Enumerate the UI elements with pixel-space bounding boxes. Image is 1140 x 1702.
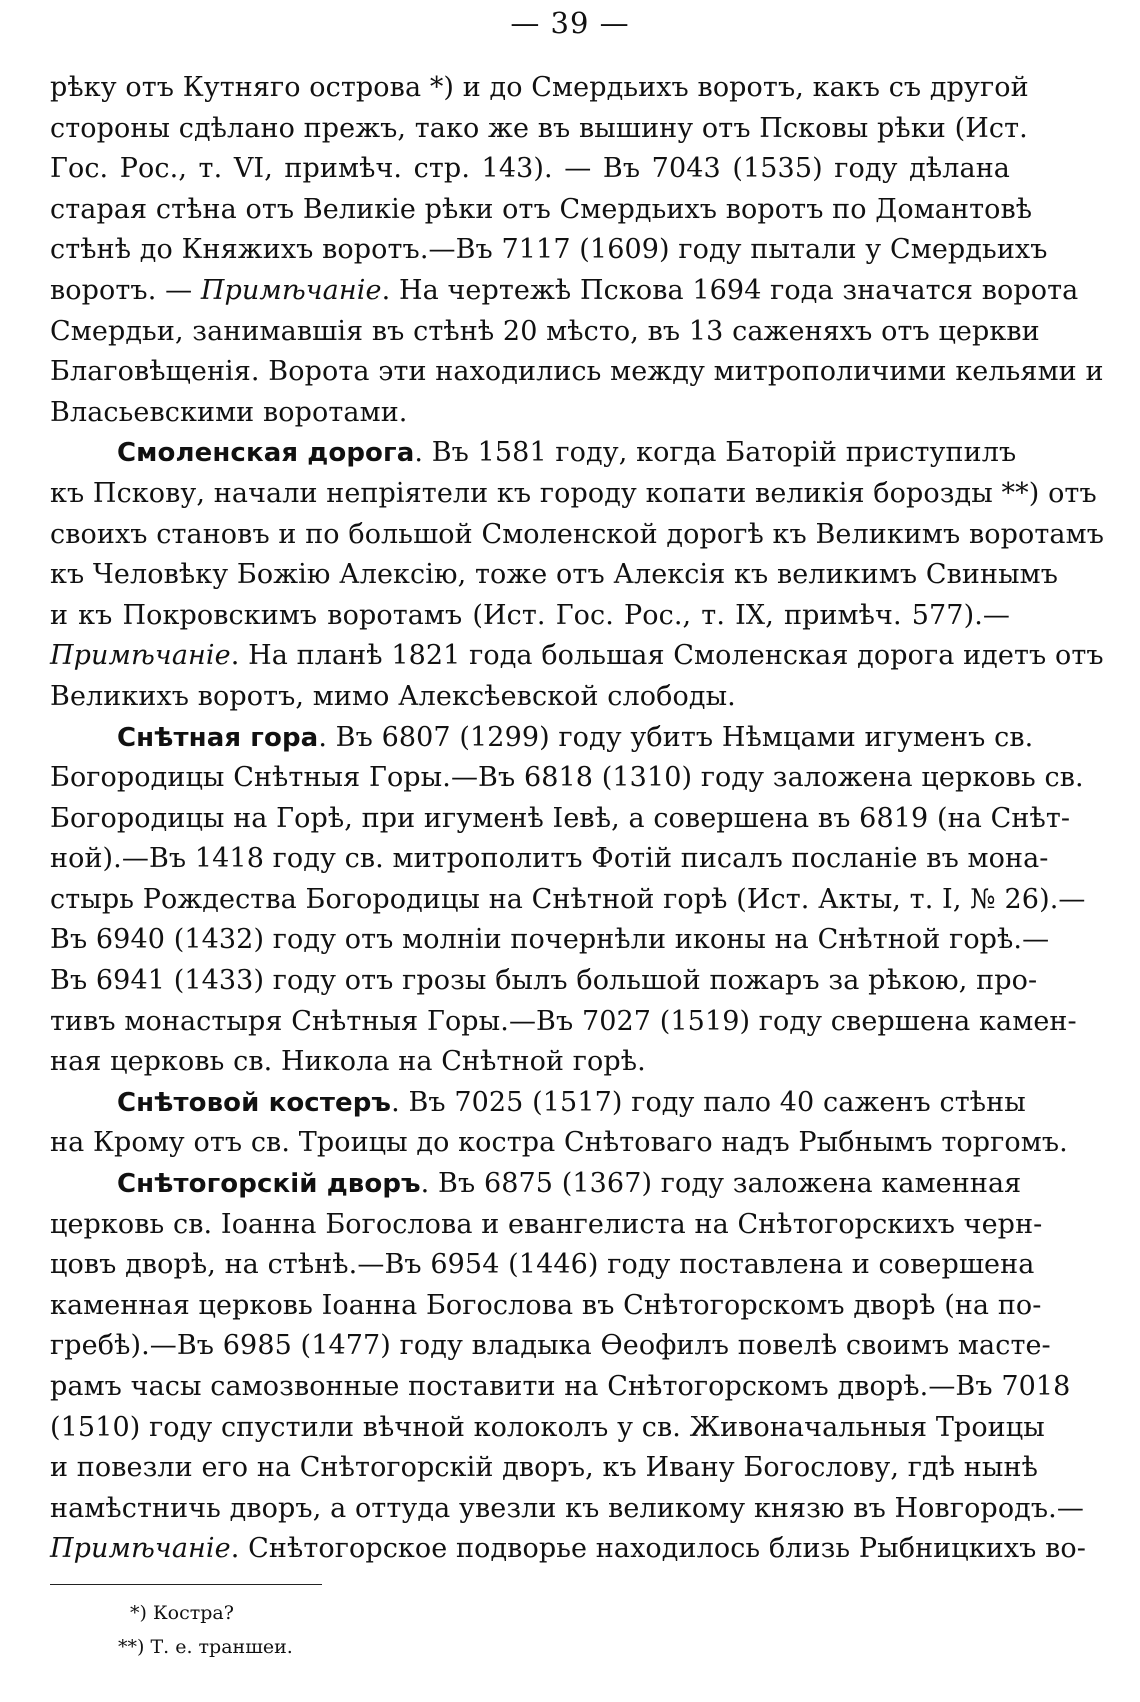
entry-heading: Снѣтовой костеръ bbox=[117, 1087, 392, 1118]
footnote-divider bbox=[50, 1584, 322, 1585]
text-line: и къ Покровскимъ воротамъ (Ист. Гос. Рос., т. IX, примѣч. 577).— bbox=[50, 599, 1010, 631]
text-line: Богородицы на Горѣ, при игуменѣ Іевѣ, а совершена въ 6819 (на Снѣт- bbox=[50, 802, 1071, 834]
text-line: къ Человѣку Божію Алексію, тоже отъ Алексія къ великимъ Свинымъ bbox=[50, 559, 1059, 591]
text-line: стѣнѣ до Княжихъ воротъ.—Въ 7117 (1609) году пытали у Смердьихъ bbox=[50, 234, 1048, 266]
text-line: цовъ дворѣ, на стѣнѣ.—Въ 6954 (1446) году поставлена и совершена bbox=[50, 1249, 1035, 1281]
text-line: Великихъ воротъ, мимо Алексѣевской слободы. bbox=[50, 680, 736, 712]
text-line: своихъ становъ и по большой Смоленской дорогѣ къ Великимъ воротамъ bbox=[50, 518, 1104, 550]
entry-first-line: Смоленская дорога. Въ 1581 году, когда Баторій приступилъ bbox=[117, 437, 1017, 469]
body-text bbox=[50, 68, 1104, 1570]
text-line: церковь св. Іоанна Богослова и евангелиста на Снѣтогорскихъ черн- bbox=[50, 1208, 1043, 1240]
text-line: воротъ. — Примѣчаніе. На чертежѣ Пскова 1694 года значатся ворота bbox=[50, 274, 1079, 306]
entry-first-line: Снѣтогорскій дворъ. Въ 6875 (1367) году заложена каменная bbox=[117, 1168, 1022, 1200]
text-line: и повезли его на Снѣтогорскій дворъ, къ Ивану Богослову, гдѣ нынѣ bbox=[50, 1452, 1038, 1484]
text-line: намѣстничь дворъ, а оттуда увезли къ великому князю въ Новгородъ.— bbox=[50, 1492, 1084, 1524]
text-line: стороны сдѣлано прежъ, тако же въ вышину отъ Псковы рѣки (Ист. bbox=[50, 112, 1028, 144]
note-label: Примѣчаніе bbox=[50, 1533, 231, 1565]
text-line: Смердьи, занимавшія въ стѣнѣ 20 мѣсто, въ 13 саженяхъ отъ церкви bbox=[50, 315, 1040, 347]
footnote: *) Костра? bbox=[130, 1602, 234, 1624]
text-line: ной).—Въ 1418 году св. митрополитъ Фотій писалъ посланіе въ мона- bbox=[50, 843, 1049, 875]
entry-heading: Смоленская дорога bbox=[117, 438, 415, 469]
entry-first-line: Снѣтовой костеръ. Въ 7025 (1517) году пало 40 саженъ стѣны bbox=[117, 1086, 1026, 1118]
text-line: Примѣчаніе. Снѣтогорское подворье находилось близь Рыбницкихъ во- bbox=[50, 1533, 1087, 1565]
text-line: Въ 6940 (1432) году отъ молніи почернѣли иконы на Снѣтной горѣ.— bbox=[50, 924, 1050, 956]
entry-heading: Снѣтная гора bbox=[117, 722, 319, 753]
page-number: — 39 — bbox=[510, 6, 630, 40]
text-line: ная церковь св. Никола на Снѣтной горѣ. bbox=[50, 1046, 646, 1078]
text-line: на Крому отъ св. Троицы до костра Снѣтоваго надъ Рыбнымъ торгомъ. bbox=[50, 1127, 1068, 1159]
text-line: Въ 6941 (1433) году отъ грозы былъ большой пожаръ за рѣкою, про- bbox=[50, 965, 1038, 997]
text-line: рамъ часы самозвонные поставити на Снѣтогорскомъ дворѣ.—Въ 7018 bbox=[50, 1371, 1071, 1402]
text-line: каменная церковь Іоанна Богослова въ Снѣтогорскомъ дворѣ (на по- bbox=[50, 1289, 1042, 1321]
text-line: тивъ монастыря Снѣтныя Горы.—Въ 7027 (1519) году свершена камен- bbox=[50, 1005, 1077, 1037]
text-line: Богородицы Снѣтныя Горы.—Въ 6818 (1310) году заложена церковь св. bbox=[50, 762, 1084, 794]
text-line: Примѣчаніе. На планѣ 1821 года большая Смоленская дорога идетъ отъ bbox=[50, 640, 1104, 672]
note-label: Примѣчаніе bbox=[50, 640, 231, 672]
text-line: стырь Рождества Богородицы на Снѣтной горѣ (Ист. Акты, т. I, № 26).— bbox=[50, 883, 1086, 915]
text-line: къ Пскову, начали непріятели къ городу копати великія борозды **) отъ bbox=[50, 477, 1097, 509]
text-line: гребѣ).—Въ 6985 (1477) году владыка Ѳеофилъ повелѣ своимъ масте- bbox=[50, 1330, 1051, 1362]
text-line: Власьевскими воротами. bbox=[50, 396, 408, 428]
note-label: Примѣчаніе bbox=[200, 274, 382, 306]
text-line: рѣку отъ Кутняго острова *) и до Смердьихъ воротъ, какъ съ другой bbox=[50, 72, 1029, 103]
text-line: (1510) году спустили вѣчной колоколъ у св. Живоначальныя Троицы bbox=[50, 1411, 1045, 1443]
text-line: Гос. Рос., т. VI, примѣч. стр. 143). — Въ 7043 (1535) году дѣлана bbox=[50, 153, 1010, 185]
footnotes bbox=[0, 1596, 1140, 1664]
text-line: старая стѣна отъ Великіе рѣки отъ Смердьихъ воротъ по Домантовѣ bbox=[50, 193, 1033, 225]
footnote: **) Т. е. траншеи. bbox=[118, 1636, 293, 1658]
entry-heading: Снѣтогорскій дворъ bbox=[117, 1169, 421, 1200]
entry-first-line: Снѣтная гора. Въ 6807 (1299) году убитъ Нѣмцами игуменъ св. bbox=[117, 721, 1034, 753]
text-line: Благовѣщенія. Ворота эти находились между митрополичими кельями и bbox=[50, 356, 1104, 388]
